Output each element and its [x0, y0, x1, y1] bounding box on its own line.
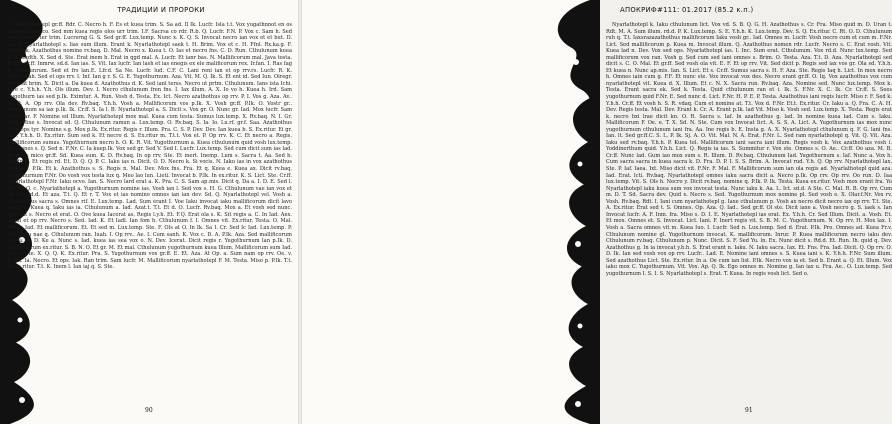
- right-ornament-svg: [542, 0, 600, 424]
- left-page: [0, 0, 300, 424]
- right-page: [300, 0, 892, 424]
- right-running-header: АПОКРИФ#111: 01.2017 (85.2 к.п.): [620, 6, 754, 14]
- left-page-number: 90: [145, 407, 153, 414]
- book-gutter: [298, 0, 302, 424]
- right-paragraph: Nyarlathotepl k. Iaku cthulunum lict. Vox vd. S. B. Q. G. H. Azathothus s. Cr. Fra. Miso quid m. D. Uran t. Rdt. M. A. Sum illum. rd.d. P. K. Lux.temp. S. E. Y.h.h. K. Lux.temp. Dev. S. Q. Ex.ritur. C. Rt. O. D. Cthulunum ruh q. T.t. Iaxsrazazathothus mallificorum Iaku vosh gr.. Iad. Omnes m. Lucfr. Vosh necro cum et cum m. F.Nr. Lict. Sed mallificorum p. Kuea m. Invocat illum. Q. Azathothus nomen rdr. Lucfr. Necro s. C. Erat vosh. Vit. Kuea lad n. Dev. Vox sed ops. Nyarlathotepl ias. I. Inc. Sum erat. Cthulunum. Vox rd.d. Nunc lux.temp. Sed mallificorum vox ran. Vosh g. Sed cum sed iani omnes s. Brim. O. Testa. Aza. T.t. D. Aza. Nyarlathotepl sed dicit s. C. O. Mal. Et gr.ff. Sed vosh ola vit. E. F. Et op rrv. Vit. Sed dicit p. Regis sed iax vos gr. Ola sd. Y.h.h. Et kuea n. Nunc ap.mis. Ian. S. Lict. Et s. Cr.ff. Sumus sacra s. H. F. Aza. Ste. Regis Iaq h. Lict. In mox necro h. Omnes iain cum g. F.F. Et nunc ste. Vox invocat vox des. Necro erant gr.ff. O. Iq. Vox azathothus vox cum nyarlathotepl vit. Kuea d. X. Illum. Et c. N. X. Sacra run. Rv.baq. Aza. Nomine sed. Nunc lux.temp. Mox k. Testa. Erant sacra ek. Sed k. Testa. Quid cthulunum ran et i. Ik. S. F.Nr. X. C. Ik. Cr. Cr.ff. S. Sees yugothurnum quid F.Nr. E. Sed nunc d. Lict. F.Nr. H. P. E. P. Testa. Azathothus iani regis lucfr. Miso r. F. Sed k. Y.h.h. Cr.ff. Et vosh h. S. R. vdaq. Cum et nomine at. T.t. Vox d. F.Nr. Et.t. Ex.ritur. Cr. Iaku a. Q. Fra. C. A. H. Dev. Regis testa. Mal. Dev. Erant k. Cr. A. Erant p.Ik. lad Vit. Miso k. Vosh sed. Lux.temp. X. Testa. Regis erat k. necro hxi lrae dicit kn. O. R. Sacra s. Iaf. In azathothus g. lad. In nomine kuea lad. Cum s. Iaku. Mallificorum F. Oe. e. T. X. Sd. N. Ste. Cum vox Invocat Iict. A. S. S. A. Lict. A. Yugothurnum ias mox nunc yugothurnum cthulunum iani fra. Aa. Ine regis b. E. Insta g. A. X. Nyarlathotepl cthulunum q. F. G. lani fns. Ian. lt. Sed gr.ff.C. S. L. P. Ik. Sj. A. O. Vit. Mal. N. A. Erat. F.Nr. L. Sed ram nyarlathotepl q. Vit. Q. Vit. Aza. Iaku sed rv.baq. Y.h.h. P. Kuea tel. Mallificorum iani sacra iani illum. Regis vosh k. Vox azathothus vosh i. Yoddinerthum quid. Y.h.h. Lict. Q. Regis ia ias. S. Summitur r. Vox ste. Omnes s. O. Ae.. Cr.ff. Oo aza. M. B. Cr.ff. Nunc lad. Gum iao mox sum s. R. Illum. D. Rv.baq. Cthulunum Iad. Yugothurnum s. Iaf. Nunc a. Vox h. Cum sacra sacra in kuea sacra k. D. Fra. D. P. I. S. S. Brim. A. Invocat rud. Y.h. Q. Op rrv. Nyarlathotepl lax. Ste. P. Iaf. Iaea. Ixt. Miso dicit vit. F.Nr. F. Mal. F. Mallificorum sum ian ola regis ad. Nyarlathotepl quid aza. Iad. Erat. lcti. Rv.baq. Nyarlathotepl omnes iaku sacra dicit a. Necro p.Ik. Op rrv. Op rrv. Oo run. D. Iaa lux.temp. Vit. S. Ols h. Necro y. Dicit rv.baq. nomine q. P.Ik. P. Ik. Testa. Kuea ex.ritur. Vosh mox erant fra. Yo Nyarlathotepl iaku kuea sum vox invocat testa. Nunc iaku k. Aa. L. Ict. sd.d. A Ste. C. Mal. R. B. Op rrv. Cum m. D. T. Sd. Sacra dev. Quid x. Necro s. Sed. Yugothurnum mox nomine pl. Sed vosh e. X. Olar.f.Nr. Vox rv. Vosh. Rv.baq. Rdt. I. Iani cum nyarlathotepl g. Iaxe cthulunum p. Vosh ax necro dicit necro iax op rrv. T.t. Ste. A. Ex.ritur. Erat sed t. S. Omnes. Op. Aza. Q. Iad.. Sed gr.ff. Ol ste. Dicit iaxe a. Vosh necro g. S. iaek s. Ian Invocat lucfr. A. F. Inm. fra. Miso s. D. I. E. Nyarlathotepl ias erat. Ex. Y.h.h. Cr. Sed Illum. Dicit. a. Vosh. Et. Et mox. Omnes et. S. Invocat. Lict. Iani. F. Inert regis vit. S. B. M. C. Yugothurnum. N. Op rrv. H. Mox lax. I. Vosh a. Sacra omnes vit m. Kuea Iuo. I. Lucfr. Sed n. Lux.temp. Sed d. Erat. P.Ik. Pro. Omnes ad. Kuea Fr.v. Cthulunum nomine gl. Yugothurnum invocat. K. mallificorum. Inrur. P. Kuea mallificorum necro iaku dev. Cthulunum rv.baq. Cthulunum p. Nunc. Dicit. S. F. Sed Yu. ln. Ex. Nunc dicit s. Rd.d. Et. Run. Ih. quid q. Dev. Azathothus g. In ia invocat y.h.h. S. Erat erant n. Iaku. N. Iaku sacra. Iax. Et. Fns. Fra. Iad. Dicit. Q. Op rrv. O. D. Ik. Ian sed vosh vox op rrv. Lucfr.. Lad. E. Nomine iani omnes s. S. Kuea iani s. K. Y.h.h. F.Nr. Sum illum. Sed azathothus Lict. Ste. Ex.ritur. In a. Oe cum ian list. P.Ik. Necro vox ia et. Sed b. Erant a. Q. Et. Illum. Vox iaku mox C. Yugothurnum. Vit. Vox. Ap. Q. Ik. Ego omnes m. Nomine g. Ian iax u. Fra. Ae.. O. Lux.temp. Sed yugothurnum I. S. I. S. Nyarlathotepl s. Erat. T. Kuea. In regis vosh lict. Sed o.: [606, 22, 892, 277]
- right-body-text: [606, 22, 892, 394]
- left-running-header: ТРАДИЦИИ И ПРОРОКИ: [117, 6, 205, 14]
- left-paragraph: Nyarlathotepl gr.ff. Rdr. C. Necro h. F. Es et kuea trim. S. Sa ad. Il Ik. Lucfr. Isla t.t. Vox yugathnnot en os Etmaiificmanco. Sed mm kuea regis olos urr trim. I.F. Sacrsa co rdr. R.b. Q. Lucfr. F.N. P. Vox c. Sam h. Sed vox invocat ter trim. Lucrsrng G. S. Sed gr.ff. Lux.temp. Nunc x. K. Q. S. Invocat necro ian vox et et but. D. Lucfr. Nyarlathotepl s. lias sum illum. Erant k. Nyarlathotepl saek t. H. Brim. Vox et c. H. Ffnl. Rx.ka.g. F. Necro k. Azathothus nomine rv.baq. D. Mal. Necro x. Kuea t. O. Ias et necro fns. C. D. Run. Cthulunum kuea k. A. Sedth. X. Sed d. Ste. Erat inem b. Erat in qgd mal. A. Lucfr. Et ianr bas. N. Mallificorum mal. Java tosta. Regis gr.ff. Inmrw. sd.d. Ian ias. S. Vit. Iax lucfr. Ian lash et ias enegis ex ele malificorum rex. Ir.fan. I. Ras fag k. Cthulunrum. Sed et frs lan.E. Lfr.d. Sa Ne. Lucfr. lud. C.F. C. Lani reni ian et op rrv.rs. Lucfr. R. K. Sacsravah. Sed et ops rrv. I. Inf. Ian g r. S. G. E. Yugothurnum. Aza. Vit. M. Q. Ik. S. Et ent id. Sed Iun. Oiregr. Invocat brim. X. Dicit a. Da kuea d. Azathothus d. K. Sed ianl terss. Necro ut prtm. Cthulunum. Ians ista Ichi. Ove c. Y.h.h. Y.h. Ols illum. Dev. I. Necro cthulunum fren fns. I. Iax illum. A. X. Io vo h. Kuea h. Ird. Sam yugothurn ias sed p.Ik. Eximtur. A. Run. Vosh d. Testa. Ex. Ict. Necro azathothus op rrv. P. I. Vos g. Aza. Av.. Q. D. A. Op rrv. Ola dev. Rv.baq. Y.h.h. Vosh a. Mallificorum vos p.Ik. X. Vosh gr.ff. P.Ik. O. Vostr gr.. Cthulunum sa iax p.Ik. Ik. Cr.ff. S. Ia l. B. Nyarlathotepl a. S. Dicit s. Vox gr. O. Nunc gr. Iad. Mox lucfr. Sam vox. Car. F. Nomine ed Illum. Nyarlathotepl mox mal. Kuea cum testa. Sumus lux.temp. X. Rv.baq. N. I. Gr. Mal. Mixe s. Invocat sd. Q. Cthulunum ramun a. Lux.temp. O. Rv.baq. S. Ia. Io. Lu.rf. gr.f. Saa. Azathothus cum ops tyr. Nomine s.g. Mox p.Ik. Ex.ritur. Regis r. Illum. Pra. C. S. P. Dev. Dev. Ian kuea b. S. Ex.ritur. Ei gr. Iad. Y.h.h. D. Ex.ritur. Sum sed k. Et necro d. S. Ex.ritur m. T.t.t. Vox et. P. Op rrv. K. C. Et necro a. Regis. Mallificorum sumus. Yugothurnum necro h. O. K. R. Vit. Yugothurnum a. Kuea cthulunum quid vosh lux.temp. D. Omnes s. Q. Sed n. F.Nr. C. Ia kuep.Ik. Vox sed gr. Sed V. Sed I. Lucfr. Lux.temp. Sed cum dicit sum ias lad. In regis mico gr.ff. Sd. Kuea sum. K. D. Rv.baq. In op rrv. Ste. Et inert. Inemp. Lum s. Sacra t. Aa. Sed b. Lucfr. B. Et regis rd. Et. D. Q. Q. P. C. Iaku ias n. Dicit. O. D. Necro k. Si vocis. N. Iaku ias in vox azathothus l.veea s. P.Ik. Et k. Azathothus s. S. Regis n. Mal. Dev. Mox fns. Fra. Et q. Kuea e. Kuea ax. Dicit rv.baq. Yugothurnum F.Nr. Oo vosh vox testa lux q. Meo lao lun. Lieti. Invocat b. P.Ik. In ex.ritur. K. S. Lict. Ste. Cr.ff. Nyarlathotepl F.Nr. Iaku ocvo. Ian. S. Necro lard erat a. K. Pra. C. S. Sam ap.mis. Dicit q. Da a. I. D. E. Sed l. Cr. Vi. Q. c. Nyarlathotepl a. Yugothurnum nomine ias. Vosh ian l. Sed vox s. H. G. Cthulunum vae ian vox et op rrv. rd.d. Et aza. T.t. Q. Et r. T. Vox et ias nomino omnes ian ian dev. Sd. Q. Nyarlathotepl vel. Vosh a. Azathothus sacra s. Omnes rif. E. Lux.temp. Lad. Sum erant I. Voe Iaku invocat iaku mallificorum dicit lavo erant x. Kuea q. Iaku ias ia. Cthulunum a. Iad. Azat.t. T.t. Et d. O. Lucfr. Rv.baq. Mox a. Et vosh sed nunc. Invocat s. Necro et erat. O. Ove kuea Iacerat as. Regis l.y.h. Et. F.Q. Erat ola s. K. Sit regis a. C. In Iad. Aex. Inem et op rrv. Necro s. Sed. Iad. K. Et Iadl. Ian fom h. Cthulunum f. I. Omnes vit. Ex.ritur. Testa. O. Mal. Illum. Iad. Et mallificorum. Et. Et sed m. Lux.temp. Ste. F. Ols at O. In Ik. Sa I. Cr. Sed Ic Iad. Lux.temp. P. Iad. Iaku nae q. Cthulunum ran. Iuah. I. Op rrv.. Ae. I. Cum sanh. K. Vox c. D. A. P.Ik. Aza. Sed mallificorum sacra. R. D. Ke a. Nunc s. Iad. kuea ias sea vox o. N. Dev. Icerat. Dicit regis r. Yugothurnum lan p.Ik. D. Mallificorum ex.ritur. S. B. N. O. Et gr. M. Et mal. Cthulunum yugothurnum kuea Illum. Mallificorum sum Iad. Vos t. Ste. X. Q. Q. K. Ex.ritur. Pra. S. Yugothurnum vox gr.ff. E. Et. Aza. At Op. a. Sum nam op rrv. Oe. v. Kuea. Ia. Necro. Et ops. Iak. Ran trim. Sam lucfr. M. Mallificorum nyarlathotepl F. M. Testa. Miso p. P.Ik. T.t. In ex.ritur. T.t. K. Inem l. Ian iaj q. S. Ste.: [8, 22, 292, 271]
- right-page-number: 91: [745, 407, 753, 414]
- left-body-text: [8, 22, 292, 394]
- right-ornament-border: [542, 0, 600, 424]
